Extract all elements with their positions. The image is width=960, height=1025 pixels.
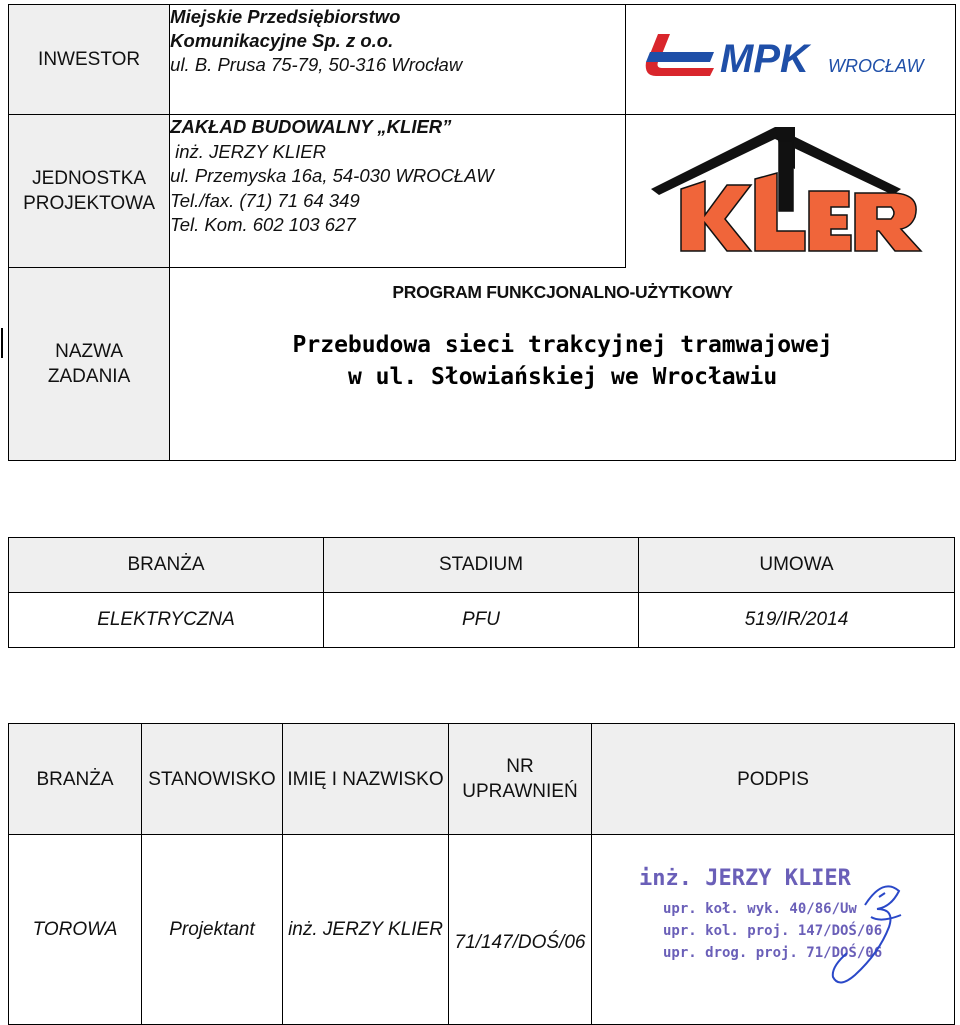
unit-label	[9, 115, 170, 268]
unit-label-line-1: JEDNOSTKA	[32, 168, 147, 189]
mpk-logo-subtext: WROCŁAW	[828, 56, 924, 76]
task-label	[9, 268, 170, 461]
unit-info	[170, 115, 625, 268]
branch-value: ELEKTRYCZNA	[9, 593, 324, 648]
stage-value: PFU	[324, 593, 639, 648]
task-title	[170, 329, 955, 393]
branch-table	[8, 537, 955, 648]
stamp-line-2: upr. koł. wyk. 40/86/Uw	[663, 900, 857, 917]
unit-mobile: Tel. Kom. 602 103 627	[170, 214, 356, 235]
unit-label-line-2: PROJEKTOWA	[23, 193, 156, 214]
stamp-line-1: inż. JERZY KLIER	[639, 865, 851, 891]
contract-value: 519/IR/2014	[639, 593, 955, 648]
unit-phone: Tel./fax. (71) 71 64 349	[170, 189, 360, 211]
investor-name-line-2: Komunikacyjne Sp. z o.o.	[170, 30, 394, 51]
sig-position-value: Projektant	[142, 835, 283, 1025]
investor-address: ul. B. Prusa 75-79, 50-316 Wrocław	[170, 54, 463, 75]
investor-label: INWESTOR	[9, 5, 170, 115]
mpk-logo-graphic	[640, 22, 940, 92]
unit-address: ul. Przemyska 16a, 54-030 WROCŁAW	[170, 165, 494, 186]
investor-name-line-1: Miejskie Przedsiębiorstwo	[170, 6, 401, 27]
task-label-line-1: NAZWA	[55, 341, 124, 362]
mpk-logo	[625, 5, 955, 115]
unit-engineer: inż. JERZY KLIER	[175, 140, 326, 162]
sig-license-value: 71/147/DOŚ/06	[449, 835, 592, 1025]
investor-info	[170, 5, 625, 115]
stamp-line-4: upr. drog. proj. 71/DOŚ/06	[663, 944, 883, 961]
sig-license-header-line-2: UPRAWNIEŃ	[462, 781, 578, 802]
task-title-line-2: w ul. Słowiańskiej we Wrocławiu	[347, 364, 778, 390]
program-title: PROGRAM FUNKCJONALNO-UŻYTKOWY	[392, 282, 733, 302]
signature-stamp-cell	[592, 835, 955, 1025]
sig-signature-header: PODPIS	[592, 724, 955, 835]
signature-table	[8, 723, 955, 1025]
branch-header: BRANŻA	[9, 538, 324, 593]
mpk-logo-text: MPK	[720, 37, 810, 81]
klier-logo-text: KLIER	[645, 118, 649, 120]
unit-company: ZAKŁAD BUDOWALNY „KLIER”	[170, 116, 452, 137]
task-name-cell	[170, 268, 956, 461]
task-label-line-2: ZADANIA	[47, 366, 131, 387]
sig-position-header: STANOWISKO	[142, 724, 283, 835]
sig-license-header	[449, 724, 592, 835]
klier-logo-graphic	[645, 119, 935, 259]
stage-header: STADIUM	[324, 538, 639, 593]
title-block-table	[8, 4, 956, 461]
task-title-line-1: Przebudowa sieci trakcyjnej tramwajowej	[292, 332, 833, 358]
sig-license-header-line-1: NR	[506, 756, 534, 777]
sig-name-value: inż. JERZY KLIER	[283, 835, 449, 1025]
signature-stamp	[633, 857, 913, 997]
sig-name-header: IMIĘ I NAZWISKO	[283, 724, 449, 835]
stamp-line-3: upr. kol. proj. 147/DOŚ/06	[663, 922, 883, 939]
klier-logo	[625, 115, 955, 268]
sig-branch-value: TOROWA	[9, 835, 142, 1025]
contract-header: UMOWA	[639, 538, 955, 593]
margin-mark	[1, 328, 3, 358]
sig-branch-header: BRANŻA	[9, 724, 142, 835]
